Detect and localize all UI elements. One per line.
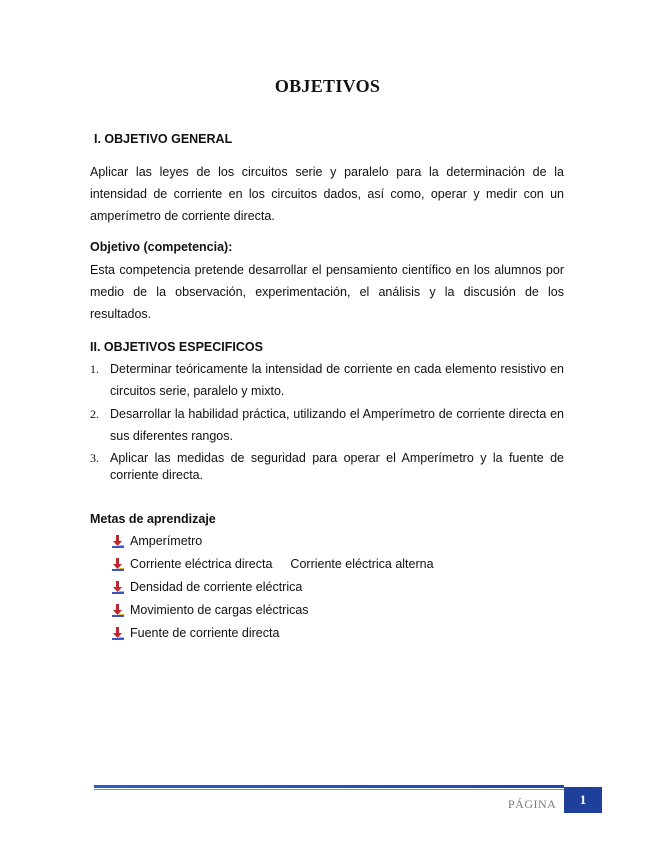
list-item xyxy=(90,358,564,402)
paragraph-line: resultados. xyxy=(90,307,152,321)
general-objective-paragraph xyxy=(90,161,564,227)
arrow-bullet-icon xyxy=(112,627,124,640)
arrow-bullet-icon xyxy=(112,558,124,571)
learning-goals-list xyxy=(112,530,434,645)
paragraph-line: medio de la observación, experimentación, el análisis y la discusión de los xyxy=(90,285,564,299)
learning-goals-heading: Metas de aprendizaje xyxy=(90,512,216,526)
page-number: 1 xyxy=(564,787,602,813)
goal-text: Fuente de corriente directa xyxy=(130,626,280,640)
footer-page-label: PÁGINA xyxy=(508,797,557,811)
specific-objectives-heading: II. OBJETIVOS ESPECIFICOS xyxy=(90,340,263,354)
paragraph-line: Aplicar las leyes de los circuitos serie y paralelo para la determinación de la xyxy=(90,165,564,179)
list-item xyxy=(112,622,434,645)
paragraph-line: Esta competencia pretende desarrollar el pensamiento científico en los alumnos por xyxy=(90,263,564,277)
list-item xyxy=(112,530,434,553)
goal-extra-text: Corriente eléctrica alterna xyxy=(290,557,434,571)
goal-text: Densidad de corriente eléctrica xyxy=(130,580,303,594)
list-number: 1. xyxy=(90,362,99,376)
paragraph-line: amperímetro de corriente directa. xyxy=(90,209,275,223)
page-title: OBJETIVOS xyxy=(274,76,381,96)
competency-heading: Objetivo (competencia): xyxy=(90,240,233,254)
list-number: 2. xyxy=(90,407,99,421)
competency-paragraph xyxy=(90,259,564,325)
list-item-text: Desarrollar la habilidad práctica, utilizando el Amperímetro de corriente directa en sus diferentes rangos. xyxy=(110,407,564,443)
goal-text: Amperímetro xyxy=(130,534,203,548)
goal-text: Movimiento de cargas eléctricas xyxy=(130,603,309,617)
list-item xyxy=(112,576,434,599)
list-number: 3. xyxy=(90,451,99,465)
list-item xyxy=(112,599,434,622)
list-item xyxy=(90,403,564,447)
arrow-bullet-icon xyxy=(112,604,124,617)
arrow-bullet-icon xyxy=(112,535,124,548)
list-item-text: Aplicar las medidas de seguridad para operar el Amperímetro y la fuente de corriente directa. xyxy=(110,451,564,482)
footer-rule-thin xyxy=(94,789,564,790)
general-objective-heading: I. OBJETIVO GENERAL xyxy=(94,132,233,146)
list-item xyxy=(112,553,434,576)
specific-objectives-list xyxy=(90,358,564,485)
list-item-text: Determinar teóricamente la intensidad de corriente en cada elemento resistivo en circuitos serie, paralelo y mixto. xyxy=(110,362,564,398)
arrow-bullet-icon xyxy=(112,581,124,594)
paragraph-line: intensidad de corriente en los circuitos dados, así como, operar y medir con un xyxy=(90,187,564,201)
footer-rule xyxy=(94,785,564,788)
goal-text: Corriente eléctrica directa xyxy=(130,557,273,571)
list-item xyxy=(90,448,564,484)
